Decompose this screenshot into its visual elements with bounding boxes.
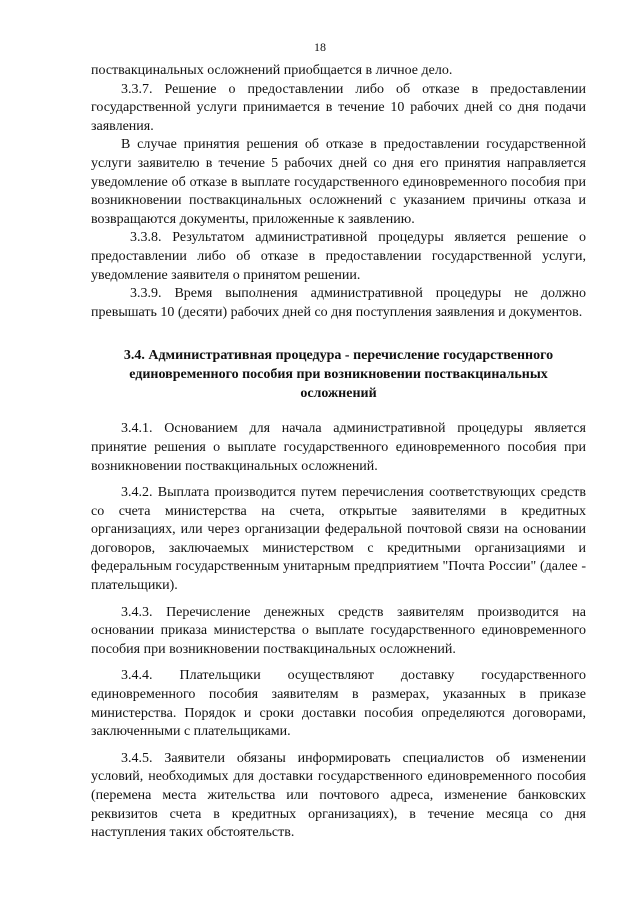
paragraph-3-4-5: 3.4.5. Заявители обязаны информировать специалистов об изменении условий, необходимых для доставки государственного единовременного пособия (перемена места жительства или почтового адреса, изменение банковских реквизитов счета в кредитных организациях), в течение месяца со дня наступления таких обстоятельств. xyxy=(91,750,586,841)
paragraph-refusal-notice: В случае принятия решения об отказе в предоставлении государственной услуги заявителю в течение 5 рабочих дней со дня его принятия направляется уведомление об отказе в выплате государственного единовременного пособия при возникновении поствакцинальных осложнений с указанием причины отказа и возвращаются документы, приложенные к заявлению. xyxy=(91,137,586,227)
paragraph-continuation: поствакцинальных осложнений приобщается в личное дело. xyxy=(91,63,453,78)
section-heading-3-4: 3.4. Административная процедура - перечисление государственного единовременного пособия при возникновении поствакцинальных осложнений xyxy=(123,348,554,402)
paragraph-3-3-9: 3.3.9. Время выполнения административной процедуры не должно превышать 10 (десяти) рабочих дней со дня поступления заявления и документов. xyxy=(91,286,586,320)
document-body xyxy=(91,62,586,843)
paragraph-3-4-1: 3.4.1. Основанием для начала административной процедуры является принятие решения о выплате государственного единовременного пособия при возникновении поствакцинальных осложнений. xyxy=(91,421,586,474)
paragraph-3-3-8: 3.3.8. Результатом административной процедуры является решение о предоставлении либо об отказе в предоставлении государственной услуги, уведомление заявителя о принятом решении. xyxy=(91,230,586,283)
paragraph-3-4-2: 3.4.2. Выплата производится путем перечисления соответствующих средств со счета министерства на счета, открытые заявителями в кредитных организациях, или через организации федеральной почтовой связи на основании договоров, заключаемых министерством с кредитными организациями и федеральным государственным унитарным предприятием "Почта России" (далее - плательщики). xyxy=(91,485,586,594)
page-number: 18 xyxy=(314,40,326,54)
paragraph-3-4-4: 3.4.4. Плательщики осуществляют доставку государственного единовременного пособия заявителям в размерах, указанных в приказе министерства. Порядок и сроки доставки пособия определяются договорами, заключенными с плательщиками. xyxy=(91,668,586,740)
paragraph-3-4-3: 3.4.3. Перечисление денежных средств заявителям производится на основании приказа министерства о выплате государственного единовременного пособия при возникновении поствакцинальных осложнений. xyxy=(91,604,586,657)
paragraph-3-3-7: 3.3.7. Решение о предоставлении либо об отказе в предоставлении государственной услуги принимается в течение 10 рабочих дней со дня подачи заявления. xyxy=(91,81,586,134)
